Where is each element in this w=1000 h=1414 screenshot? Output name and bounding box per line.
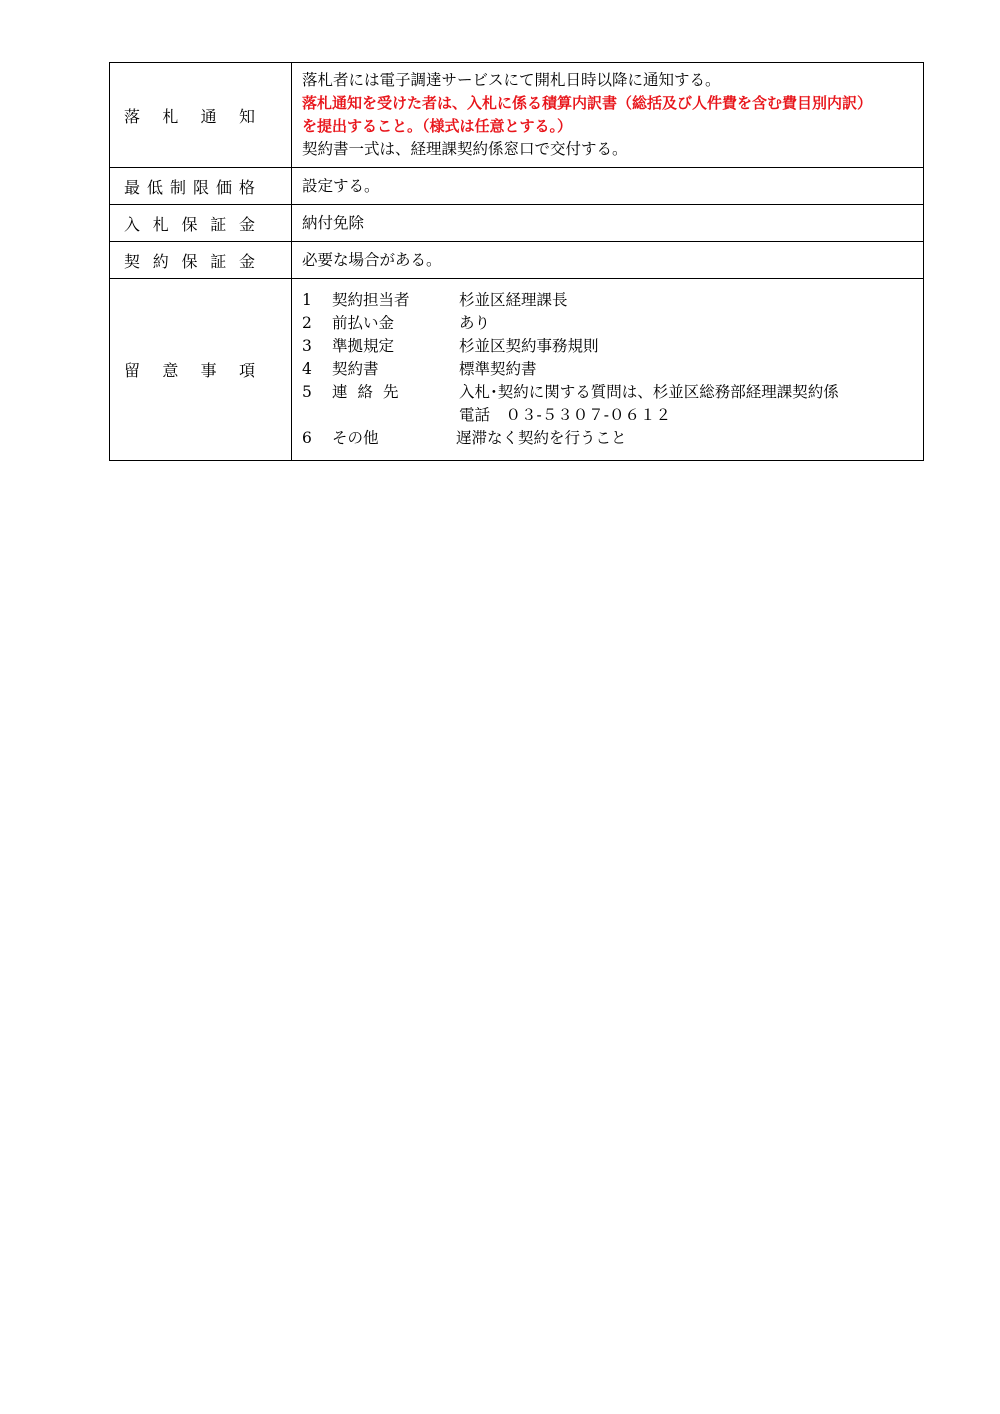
notes-label	[110, 279, 292, 461]
min-price-value: 設定する。	[292, 168, 924, 205]
note-number: 5	[302, 383, 312, 401]
label-char: 限	[192, 177, 209, 197]
note-value: 杉並区契約事務規則	[459, 337, 599, 355]
award-notice-line: 落札者には電子調達サービスにて開札日時以降に通知する。	[302, 71, 721, 89]
label-char: 保	[181, 214, 198, 234]
label-char: 金	[238, 251, 255, 271]
note-number: 1	[302, 291, 312, 309]
note-term: 前払い金	[332, 314, 395, 332]
note-term: 連絡先	[332, 383, 409, 401]
bid-bond-value: 納付免除	[292, 205, 924, 242]
min-price-label	[110, 168, 292, 205]
label-char: 最	[124, 177, 141, 197]
contract-bond-value: 必要な場合がある。	[292, 242, 924, 279]
label-char: 価	[215, 177, 232, 197]
award-notice-line: 契約書一式は、経理課契約係窓口で交付する。	[302, 140, 628, 158]
note-item	[302, 289, 913, 312]
bid-bond-row	[110, 205, 924, 242]
award-notice-red-line: 落札通知を受けた者は、入札に係る積算内訳書（総括及び人件費を含む費目別内訳）	[302, 94, 873, 112]
note-value: 杉並区経理課長	[459, 291, 568, 309]
label-char: 保	[181, 251, 198, 271]
notes-value	[292, 279, 924, 461]
label-char: 札	[162, 106, 179, 126]
label-char: 契	[124, 251, 141, 271]
note-value: あり	[459, 314, 491, 332]
contract-bond-row	[110, 242, 924, 279]
note-item	[302, 358, 913, 381]
note-number: 3	[302, 337, 312, 355]
note-number: 2	[302, 314, 312, 332]
award-notice-label	[110, 63, 292, 168]
label-char: 証	[210, 214, 227, 234]
label-char: 入	[124, 214, 141, 234]
label-char: 事	[200, 361, 217, 380]
contract-bond-label	[110, 242, 292, 279]
note-item	[302, 381, 913, 404]
note-term: 契約書	[332, 360, 379, 378]
note-number: 4	[302, 360, 312, 378]
note-value: 標準契約書	[459, 360, 537, 378]
label-char: 低	[146, 177, 163, 197]
note-term: 契約担当者	[332, 291, 410, 309]
label-char: 意	[162, 361, 179, 380]
note-item	[302, 427, 913, 450]
note-term: その他	[332, 429, 379, 447]
label-char: 落	[124, 106, 141, 126]
award-notice-row	[110, 63, 924, 168]
label-char: 札	[152, 214, 169, 234]
award-notice-value	[292, 63, 924, 168]
label-char: 制	[169, 177, 186, 197]
label-char: 通	[200, 106, 217, 126]
label-char: 留	[124, 361, 141, 380]
notes-row	[110, 279, 924, 461]
bid-conditions-table	[109, 62, 924, 461]
note-value: 遅滞なく契約を行うこと	[456, 429, 627, 447]
label-char: 格	[238, 177, 255, 197]
note-number: 6	[302, 429, 312, 447]
contact-phone: 電話 ０３-５３０７-０６１２	[459, 406, 671, 424]
min-price-row	[110, 168, 924, 205]
note-value: 入札･契約に関する質問は、杉並区総務部経理課契約係	[459, 383, 839, 401]
note-term: 準拠規定	[332, 337, 395, 355]
label-char: 知	[238, 106, 255, 126]
label-char: 項	[238, 361, 255, 380]
label-char: 証	[210, 251, 227, 271]
label-char: 金	[238, 214, 255, 234]
note-item	[302, 312, 913, 335]
bid-bond-label	[110, 205, 292, 242]
note-item	[302, 335, 913, 358]
label-char: 約	[152, 251, 169, 271]
award-notice-red-line: を提出すること。（様式は任意とする。）	[302, 117, 573, 135]
